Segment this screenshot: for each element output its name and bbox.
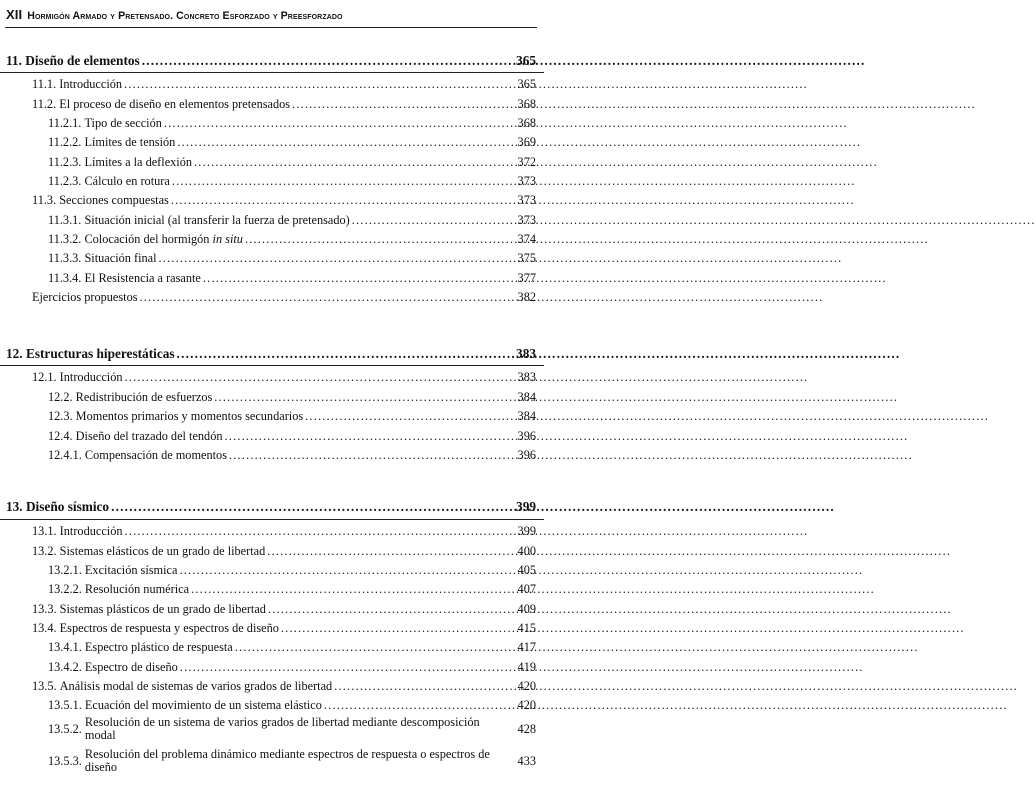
toc-entry[interactable] <box>0 559 544 578</box>
dot-leader <box>172 174 508 189</box>
entry-title <box>85 582 189 597</box>
chapter-page: 399 <box>516 499 536 515</box>
entry-title <box>59 97 290 112</box>
entry-title <box>60 544 266 559</box>
entry-title <box>59 193 169 208</box>
toc-entry[interactable] <box>0 694 544 713</box>
header-running-title: Hormigón Armado y Pretensado. Concreto Esforzado y Preesforzado <box>27 10 343 22</box>
entry-page: 400 <box>517 543 536 558</box>
toc-entry[interactable] <box>0 539 544 558</box>
entry-title <box>32 290 138 305</box>
entry-page: 374 <box>517 232 536 247</box>
entry-number: 11.3.3. <box>48 251 82 266</box>
entry-number: 13.3. <box>32 601 57 616</box>
entry-number: 11.3.1. <box>48 212 82 227</box>
entry-title-text: Colocación del hormigón <box>84 232 210 247</box>
dot-leader <box>180 660 508 675</box>
entry-title-text: Situación final <box>84 251 157 266</box>
entry-title <box>84 116 161 131</box>
entry-number: 11.2.1. <box>48 116 82 131</box>
entry-title-text: Introducción <box>59 77 123 92</box>
entry-title-text: Momentos primarios y momentos secundarios <box>75 409 304 424</box>
chapter-title: Estructuras hiperestáticas <box>25 345 175 361</box>
chapter-heading[interactable] <box>0 341 544 366</box>
toc-entry[interactable] <box>0 150 544 169</box>
entry-number: 13.2. <box>32 543 57 558</box>
toc-entry[interactable] <box>0 208 544 227</box>
entry-page: 417 <box>517 640 536 655</box>
entry-title-text: Espectro de diseño <box>84 659 178 674</box>
entry-page: 407 <box>517 582 536 597</box>
dot-leader <box>352 213 508 228</box>
entry-title <box>84 271 200 286</box>
chapter-heading[interactable] <box>0 48 544 73</box>
entry-page: 373 <box>517 193 536 208</box>
dot-leader <box>171 193 508 208</box>
entry-page: 399 <box>517 524 536 539</box>
entry-title <box>84 135 175 150</box>
entry-number: 13.5.2. <box>48 721 82 736</box>
entry-title <box>60 679 333 694</box>
dot-leader <box>229 448 508 463</box>
toc-entry[interactable] <box>0 444 544 463</box>
entry-number: 13.4. <box>32 620 57 635</box>
entry-title-text: Resolución de un sistema de varios grados de libertad mediante descomposición modal <box>84 714 480 743</box>
toc-entry[interactable] <box>0 170 544 189</box>
entry-title <box>84 251 156 266</box>
entry-title-text: El proceso de diseño en elementos pretensados <box>59 96 291 111</box>
entry-number: 13.5.1. <box>48 698 82 713</box>
toc-entry[interactable] <box>0 675 544 694</box>
entry-page: 383 <box>517 370 536 385</box>
toc-entry[interactable] <box>0 424 544 443</box>
dot-leader <box>140 290 508 305</box>
toc-entry[interactable] <box>0 385 544 404</box>
entry-title <box>59 77 122 92</box>
entry-title-text: Análisis modal de sistemas de varios grados de libertad <box>59 678 333 693</box>
entry-number: 13.2.2. <box>48 582 82 597</box>
entry-page: 396 <box>517 428 536 443</box>
entry-page: 373 <box>517 212 536 227</box>
toc-entry[interactable] <box>0 578 544 597</box>
entry-title <box>84 155 192 170</box>
toc-entry[interactable] <box>0 73 544 92</box>
entry-number: 11.3.4. <box>48 270 82 285</box>
dot-leader <box>125 370 508 385</box>
entry-number: 13.5.3. <box>48 753 82 768</box>
entry-number: 13.2.1. <box>48 562 82 577</box>
dot-leader <box>142 53 504 68</box>
entry-title-text: Tipo de sección <box>84 116 162 131</box>
entry-page: 375 <box>517 251 536 266</box>
entry-page: 415 <box>517 620 536 635</box>
chapter-spacer <box>0 463 544 495</box>
entry-page: 409 <box>517 601 536 616</box>
toc-entry[interactable] <box>0 745 544 777</box>
entry-page: 372 <box>517 154 536 169</box>
chapter-heading[interactable] <box>0 495 544 520</box>
entry-number: 12.1. <box>32 370 57 385</box>
toc-entry[interactable] <box>0 266 544 285</box>
entry-title-text: Situación inicial (al transferir la fuerza de pretensado) <box>84 212 350 227</box>
chapter-page: 383 <box>516 345 536 361</box>
dot-leader <box>292 97 508 112</box>
entry-page: 396 <box>517 447 536 462</box>
chapter-title: Diseño de elementos <box>25 52 140 68</box>
dot-leader <box>179 563 508 578</box>
entry-number: 12.4.1. <box>48 447 82 462</box>
entry-page: 420 <box>517 678 536 693</box>
chapter-number: 11. <box>6 52 22 68</box>
entry-number: 12.2. <box>48 389 73 404</box>
entry-title-text: Introducción <box>59 524 123 539</box>
entry-title <box>84 232 242 247</box>
toc-entry[interactable] <box>0 92 544 111</box>
dot-leader <box>177 346 504 361</box>
dot-leader <box>235 640 508 655</box>
entry-title-text: Sistemas elásticos de un grado de libertad <box>59 543 266 558</box>
dot-leader <box>214 390 508 405</box>
toc-entry[interactable] <box>0 189 544 208</box>
entry-title-text: Espectros de respuesta y espectros de diseño <box>59 620 279 635</box>
toc-entry[interactable] <box>0 228 544 247</box>
entry-title <box>85 640 233 655</box>
toc-chapter-section <box>0 48 544 305</box>
entry-number: 13.5. <box>32 678 57 693</box>
entry-page: 420 <box>517 698 536 713</box>
entry-number: 13.1. <box>32 524 57 539</box>
dot-leader <box>191 582 508 597</box>
entry-page: 384 <box>517 409 536 424</box>
toc-entry[interactable] <box>0 617 544 636</box>
table-of-contents <box>0 48 544 777</box>
entry-title-text: Límites de tensión <box>84 135 176 150</box>
dot-leader <box>268 602 508 617</box>
entry-title <box>85 448 227 463</box>
entry-title-text: Resolución numérica <box>84 582 190 597</box>
entry-title-text: Ecuación del movimiento de un sistema elástico <box>84 698 322 713</box>
entry-title <box>85 698 322 713</box>
entry-page: 419 <box>517 659 536 674</box>
entry-page: 368 <box>517 96 536 111</box>
entry-page: 369 <box>517 135 536 150</box>
entry-page: 405 <box>517 562 536 577</box>
dot-leader <box>334 679 508 694</box>
entry-page: 382 <box>517 290 536 305</box>
entry-title-text: Espectro plástico de respuesta <box>84 640 233 655</box>
toc-entry[interactable] <box>0 405 544 424</box>
entry-title <box>85 660 178 675</box>
chapter-spacer <box>0 305 544 341</box>
entry-number: 13.4.1. <box>48 640 82 655</box>
entry-page: 433 <box>517 753 536 768</box>
entry-title-text: Redistribución de esfuerzos <box>75 389 213 404</box>
toc-entry[interactable] <box>0 286 544 305</box>
toc-chapter-section <box>0 495 544 777</box>
toc-entry[interactable] <box>0 112 544 131</box>
entry-title <box>60 370 123 385</box>
entry-title-text: Límites a la deflexión <box>84 154 193 169</box>
dot-leader <box>267 544 508 559</box>
entry-title <box>76 409 303 424</box>
chapter-title: Diseño sísmico <box>25 499 110 515</box>
entry-title-text: Ejercicios propuestos <box>32 290 138 305</box>
dot-leader <box>159 251 508 266</box>
entry-title <box>60 524 123 539</box>
entry-title-text: Resolución del problema dinámico mediante espectros de respuesta o espectros de diseño <box>84 746 490 775</box>
toc-entry[interactable] <box>0 247 544 266</box>
header-page-number: XII <box>6 7 23 22</box>
entry-title <box>76 390 213 405</box>
entry-page: 428 <box>517 721 536 736</box>
entry-title-text: Cálculo en rotura <box>84 174 170 189</box>
entry-number: 11.2.3. <box>48 174 82 189</box>
dot-leader <box>124 77 508 92</box>
entry-page: 365 <box>517 77 536 92</box>
entry-page: 373 <box>517 174 536 189</box>
dot-leader <box>194 155 508 170</box>
entry-number: 13.4.2. <box>48 659 82 674</box>
entry-title-text: Sistemas plásticos de un grado de libertad <box>59 601 266 616</box>
toc-entry[interactable] <box>0 655 544 674</box>
entry-page: 384 <box>517 389 536 404</box>
dot-leader <box>125 524 508 539</box>
toc-entry[interactable] <box>0 713 544 745</box>
dot-leader <box>111 499 504 514</box>
dot-leader <box>245 232 508 247</box>
dot-leader <box>164 116 508 131</box>
entry-number: 11.2.3. <box>48 154 82 169</box>
entry-title <box>85 563 178 578</box>
dot-leader <box>177 135 508 150</box>
entry-number: 11.3. <box>32 193 57 208</box>
entry-title-text: Excitación sísmica <box>84 562 178 577</box>
entry-title <box>60 602 266 617</box>
entry-number: 11.3.2. <box>48 232 82 247</box>
toc-entry[interactable] <box>0 597 544 616</box>
dot-leader <box>305 409 508 424</box>
entry-page: 368 <box>517 116 536 131</box>
toc-entry[interactable] <box>0 636 544 655</box>
entry-number: 12.3. <box>48 409 73 424</box>
entry-title-text: Compensación de momentos <box>84 447 227 462</box>
dot-leader <box>281 621 508 636</box>
toc-entry[interactable] <box>0 131 544 150</box>
entry-title-text: El Resistencia a rasante <box>84 270 201 285</box>
entry-title-text: Secciones compuestas <box>59 193 169 208</box>
entry-title <box>85 748 510 775</box>
entry-title <box>60 621 279 636</box>
dot-leader <box>324 698 508 713</box>
header-rule <box>5 27 537 28</box>
chapter-page: 365 <box>516 52 536 68</box>
entry-title-italic: in situ <box>212 232 243 247</box>
entry-title <box>85 716 510 743</box>
entry-title <box>84 174 169 189</box>
entry-title <box>76 429 223 444</box>
entry-title-text: Introducción <box>59 370 123 385</box>
chapter-number: 12. <box>6 345 23 361</box>
entry-number: 11.2. <box>32 96 57 111</box>
chapter-number: 13. <box>6 499 23 515</box>
entry-number: 12.4. <box>48 428 73 443</box>
dot-leader <box>203 271 508 286</box>
dot-leader <box>225 429 508 444</box>
entry-number: 11.1. <box>32 77 57 92</box>
toc-entry[interactable] <box>0 520 544 539</box>
toc-chapter-section <box>0 341 544 463</box>
running-header <box>6 7 536 22</box>
entry-page: 377 <box>517 270 536 285</box>
entry-title-text: Diseño del trazado del tendón <box>75 428 223 443</box>
entry-title <box>84 213 349 228</box>
toc-entry[interactable] <box>0 366 544 385</box>
entry-number: 11.2.2. <box>48 135 82 150</box>
